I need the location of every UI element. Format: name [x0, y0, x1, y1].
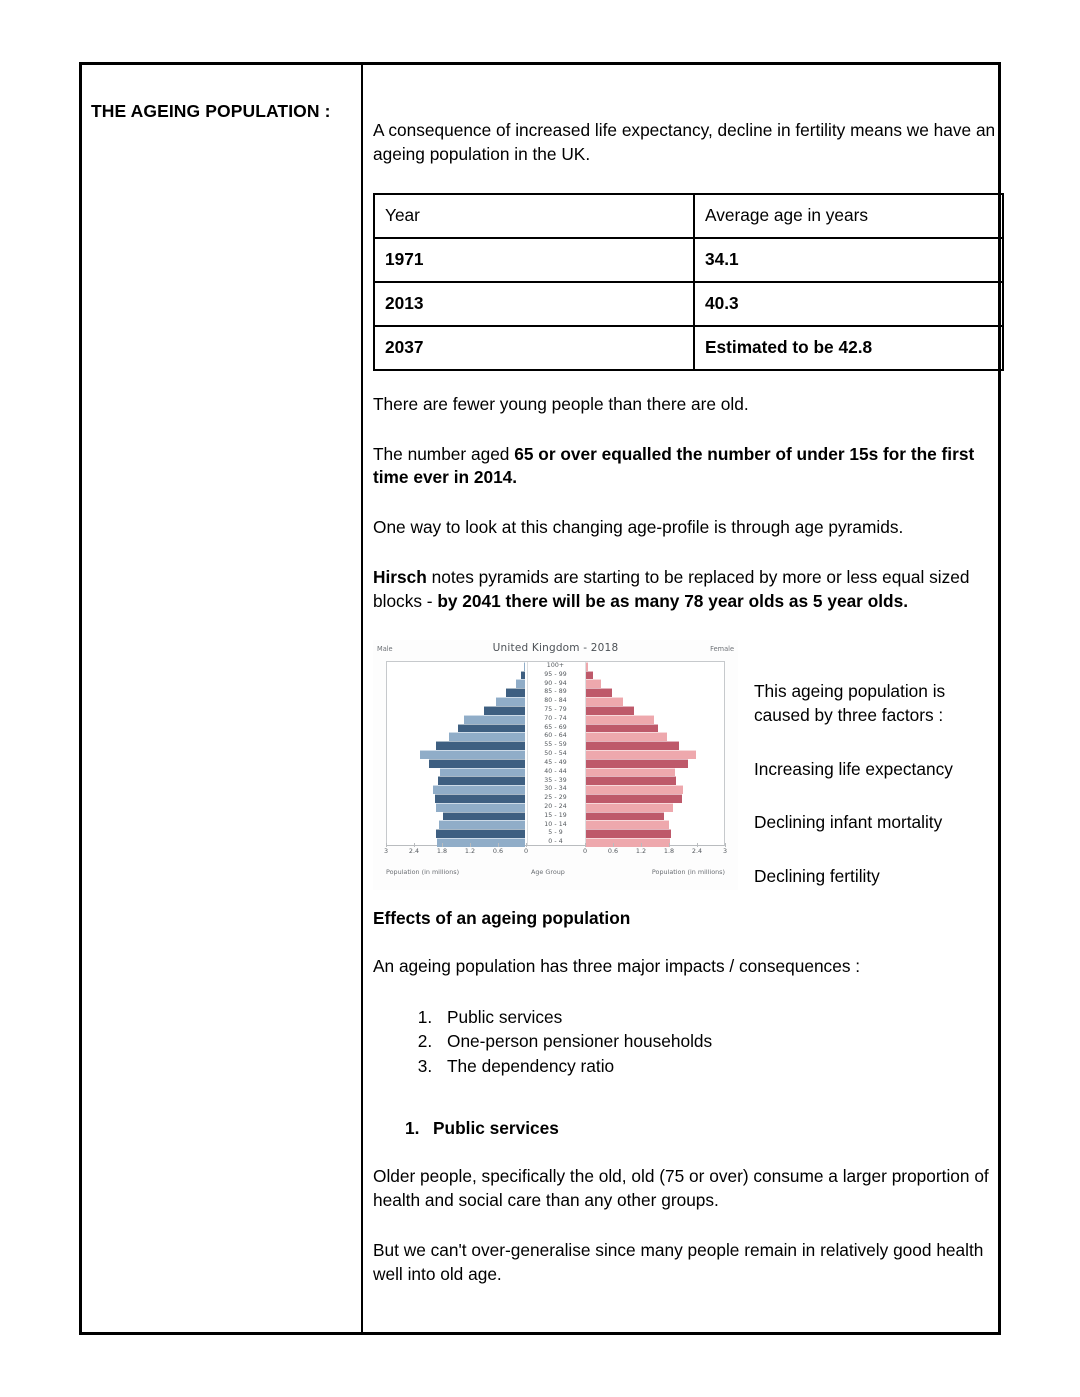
axis-caption-left: Population (in millions)	[386, 867, 460, 876]
x-tick-label: 1.2	[464, 846, 476, 855]
chart-age-label: 35 - 39	[544, 776, 567, 784]
chart-age-label: 75 - 79	[544, 706, 567, 714]
x-tick-mark	[470, 843, 471, 847]
impacts-list	[373, 1005, 1004, 1079]
paragraph-effects-intro: An ageing population has three major impacts / consequences :	[373, 955, 861, 976]
chart-age-label: 30 - 34	[544, 785, 567, 793]
heading-label: Public services	[433, 1118, 559, 1139]
document-table-frame	[79, 62, 1001, 1335]
chart-age-label: 80 - 84	[544, 697, 567, 705]
list-item: 2. One-person pensioner households	[437, 1029, 1004, 1054]
chart-age-label: 5 - 9	[548, 829, 563, 837]
public-services-heading	[373, 1118, 1004, 1139]
x-tick-label: 0.6	[607, 846, 619, 855]
population-pyramid-chart	[373, 640, 738, 890]
figure-side-text	[738, 640, 1004, 889]
paragraph-over-generalise: But we can't over-generalise since many people remain in relatively good health well into old age.	[373, 1240, 984, 1284]
x-tick-mark	[585, 843, 586, 847]
paragraph-age-pyramids: One way to look at this changing age-profile is through age pyramids.	[373, 517, 904, 538]
paragraph-fewer-young: There are fewer young people than there are old.	[373, 393, 749, 414]
x-tick-mark	[641, 843, 642, 847]
x-tick-label: 3	[383, 846, 389, 855]
x-tick-label: 2.4	[408, 846, 420, 855]
table-row	[374, 238, 1003, 282]
chart-age-label: 40 - 44	[544, 767, 567, 775]
x-tick-mark	[386, 843, 387, 847]
x-tick-mark	[725, 843, 726, 847]
chart-age-label: 10 - 14	[544, 820, 567, 828]
x-tick-label: 0	[523, 846, 529, 855]
text-bold: 65 or over equalled the number of under 15s for the first time ever in 2014.	[373, 443, 975, 488]
chart-plot-area	[386, 661, 725, 846]
page-title: THE AGEING POPULATION :	[91, 101, 331, 121]
table-cell-year: 2037	[374, 326, 694, 370]
paragraph-hirsch	[373, 566, 1004, 614]
chart-age-label: 95 - 99	[544, 670, 567, 678]
table-header-average-age: Average age in years	[694, 194, 1003, 238]
side-text-infant-mortality: Declining infant mortality	[754, 812, 943, 833]
x-tick-label: 0.6	[492, 846, 504, 855]
chart-header	[373, 642, 738, 658]
text-plain: The number aged	[373, 443, 515, 464]
chart-age-label: 25 - 29	[544, 794, 567, 802]
chart-age-label: 20 - 24	[544, 802, 567, 810]
text-bold-hirsch: Hirsch	[373, 567, 427, 588]
x-tick-mark	[414, 843, 415, 847]
x-tick-mark	[613, 843, 614, 847]
x-tick-mark	[442, 843, 443, 847]
x-tick-label: 1.2	[635, 846, 647, 855]
table-cell-average-age: 40.3	[694, 282, 1003, 326]
chart-legend-male: Male	[377, 644, 393, 653]
axis-caption-right: Population (in millions)	[651, 867, 725, 876]
list-item: 3. The dependency ratio	[437, 1054, 1004, 1079]
left-heading-column	[82, 65, 363, 1332]
chart-age-label: 50 - 54	[544, 750, 567, 758]
paragraph-older-people: Older people, specifically the old, old (75 or over) consume a larger proportion of health and social care than any other groups.	[373, 1166, 989, 1211]
table-cell-average-age: Estimated to be 42.8	[694, 326, 1003, 370]
chart-x-axis	[383, 846, 728, 861]
table-header-year: Year	[374, 194, 694, 238]
table-row	[374, 326, 1003, 370]
chart-age-label: 85 - 89	[544, 688, 567, 696]
table-cell-year: 1971	[374, 238, 694, 282]
chart-age-label: 60 - 64	[544, 732, 567, 740]
average-age-table	[373, 193, 1004, 371]
x-tick-label: 0	[582, 846, 588, 855]
main-content-column	[363, 65, 1020, 1332]
axis-caption-center: Age Group	[531, 867, 565, 876]
chart-title: United Kingdom - 2018	[492, 641, 619, 654]
side-text-factors: This ageing population is caused by three factors :	[754, 680, 946, 725]
x-tick-mark	[669, 843, 670, 847]
x-tick-label: 1.8	[663, 846, 675, 855]
x-tick-mark	[526, 843, 527, 847]
x-tick-mark	[697, 843, 698, 847]
text-plain: notes pyramids are starting to be replaced by more or less equal sized blocks -	[373, 567, 970, 612]
table-cell-year: 2013	[374, 282, 694, 326]
side-text-life-expectancy: Increasing life expectancy	[754, 758, 953, 779]
list-item: 1. Public services	[437, 1005, 1004, 1030]
chart-age-label: 65 - 69	[544, 723, 567, 731]
table-cell-average-age: 34.1	[694, 238, 1003, 282]
chart-age-label: 15 - 19	[544, 811, 567, 819]
paragraph-sixtyfive-plus	[373, 443, 1004, 491]
x-tick-label: 3	[722, 846, 728, 855]
chart-legend-female: Female	[710, 644, 734, 653]
side-text-fertility: Declining fertility	[754, 866, 880, 887]
x-tick-label: 1.8	[436, 846, 448, 855]
text-bold: by 2041 there will be as many 78 year olds as 5 year olds.	[437, 591, 909, 612]
table-header-row	[374, 194, 1003, 238]
effects-heading: Effects of an ageing population	[373, 907, 631, 928]
chart-axis-captions	[386, 868, 725, 880]
figure-row	[373, 640, 1004, 890]
chart-age-label: 90 - 94	[544, 679, 567, 687]
chart-age-label: 70 - 74	[544, 714, 567, 722]
table-row	[374, 282, 1003, 326]
chart-age-label: 0 - 4	[548, 838, 563, 846]
x-tick-label: 2.4	[691, 846, 703, 855]
chart-age-label: 45 - 49	[544, 758, 567, 766]
paragraph-intro: A consequence of increased life expectancy, decline in fertility means we have an ageing population in the UK.	[373, 120, 996, 164]
x-tick-mark	[498, 843, 499, 847]
chart-age-label: 55 - 59	[544, 741, 567, 749]
heading-number: 1.	[405, 1118, 420, 1139]
chart-age-label: 100+	[546, 661, 565, 669]
